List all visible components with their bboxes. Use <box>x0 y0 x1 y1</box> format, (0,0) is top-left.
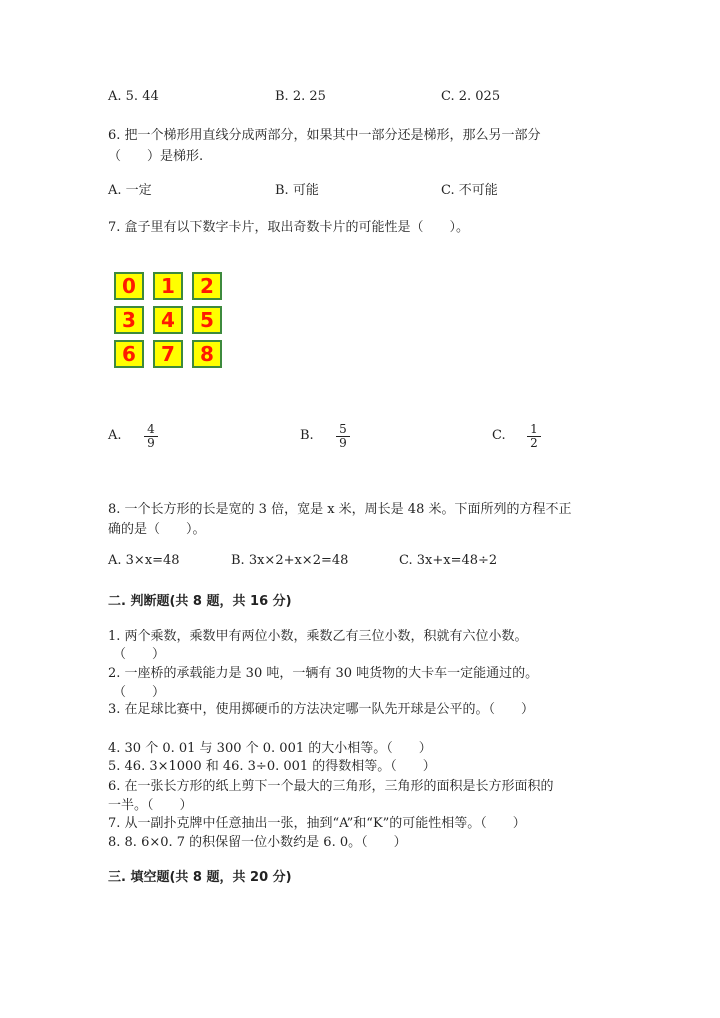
q6-stem-line1: 6. 把一个梯形用直线分成两部分，如果其中一部分还是梯形，那么另一部分 <box>108 128 541 143</box>
q7-option-a-fraction <box>144 423 158 450</box>
number-card: 6 <box>114 340 144 368</box>
q8-option-b: B. 3x×2+x×2=48 <box>231 553 349 568</box>
tf-item: 7. 从一副扑克牌中任意抽出一张，抽到“A”和“K”的可能性相等。（ ） <box>108 816 526 831</box>
q7-stem: 7. 盒子里有以下数字卡片，取出奇数卡片的可能性是（ ）。 <box>108 220 470 235</box>
tf-item: 4. 30 个 0. 01 与 300 个 0. 001 的大小相等。（ ） <box>108 741 432 756</box>
q6-stem-line2: （ ）是梯形. <box>108 149 204 164</box>
section-title-true-false: 二. 判断题(共 8 题，共 16 分) <box>108 594 292 609</box>
q5-option-b: B. 2. 25 <box>275 89 326 104</box>
number-card: 2 <box>192 272 222 300</box>
tf-item-continuation: 一半。（ ） <box>108 798 193 813</box>
fraction-denominator: 9 <box>147 436 155 450</box>
q7-option-a-label: A. <box>108 428 122 443</box>
number-card: 4 <box>153 306 183 334</box>
fraction-numerator: 1 <box>527 423 541 437</box>
q5-option-c: C. 2. 025 <box>441 89 501 104</box>
q7-option-c-fraction <box>527 423 541 450</box>
q7-option-b-label: B. <box>300 428 314 443</box>
tf-item: 2. 一座桥的承载能力是 30 吨，一辆有 30 吨货物的大卡车一定能通过的。 <box>108 666 539 681</box>
q5-option-a: A. 5. 44 <box>108 89 159 104</box>
q6-option-c: C. 不可能 <box>441 183 498 198</box>
number-card-grid <box>114 270 228 370</box>
number-card: 5 <box>192 306 222 334</box>
number-card: 3 <box>114 306 144 334</box>
tf-item: 6. 在一张长方形的纸上剪下一个最大的三角形，三角形的面积是长方形面积的 <box>108 779 554 794</box>
section-title-fill-in: 三. 填空题(共 8 题，共 20 分) <box>108 870 292 885</box>
fraction-numerator: 4 <box>144 423 158 437</box>
fraction-denominator: 2 <box>530 436 538 450</box>
number-card: 8 <box>192 340 222 368</box>
tf-item: 3. 在足球比赛中，使用掷硬币的方法决定哪一队先开球是公平的。（ ） <box>108 702 535 717</box>
number-card: 7 <box>153 340 183 368</box>
number-card: 0 <box>114 272 144 300</box>
tf-item: 1. 两个乘数，乘数甲有两位小数，乘数乙有三位小数，积就有六位小数。 <box>108 629 528 644</box>
q8-stem-line1: 8. 一个长方形的长是宽的 3 倍，宽是 x 米，周长是 48 米。下面所列的方程不正 <box>108 502 572 517</box>
tf-item: 5. 46. 3×1000 和 46. 3÷0. 001 的得数相等。（ ） <box>108 759 436 774</box>
q7-option-b-fraction <box>336 423 350 450</box>
number-card: 1 <box>153 272 183 300</box>
q6-option-a: A. 一定 <box>108 183 152 198</box>
q8-stem-line2: 确的是（ ）。 <box>108 522 206 537</box>
tf-answer-blank: （ ） <box>113 647 166 662</box>
tf-item: 8. 8. 6×0. 7 的积保留一位小数约是 6. 0。（ ） <box>108 835 407 850</box>
q8-option-a: A. 3×x=48 <box>108 553 180 568</box>
q8-option-c: C. 3x+x=48÷2 <box>399 553 498 568</box>
q6-option-b: B. 可能 <box>275 183 319 198</box>
fraction-numerator: 5 <box>336 423 350 437</box>
fraction-denominator: 9 <box>339 436 347 450</box>
q7-option-c-label: C. <box>492 428 506 443</box>
tf-answer-blank: （ ） <box>113 685 166 700</box>
